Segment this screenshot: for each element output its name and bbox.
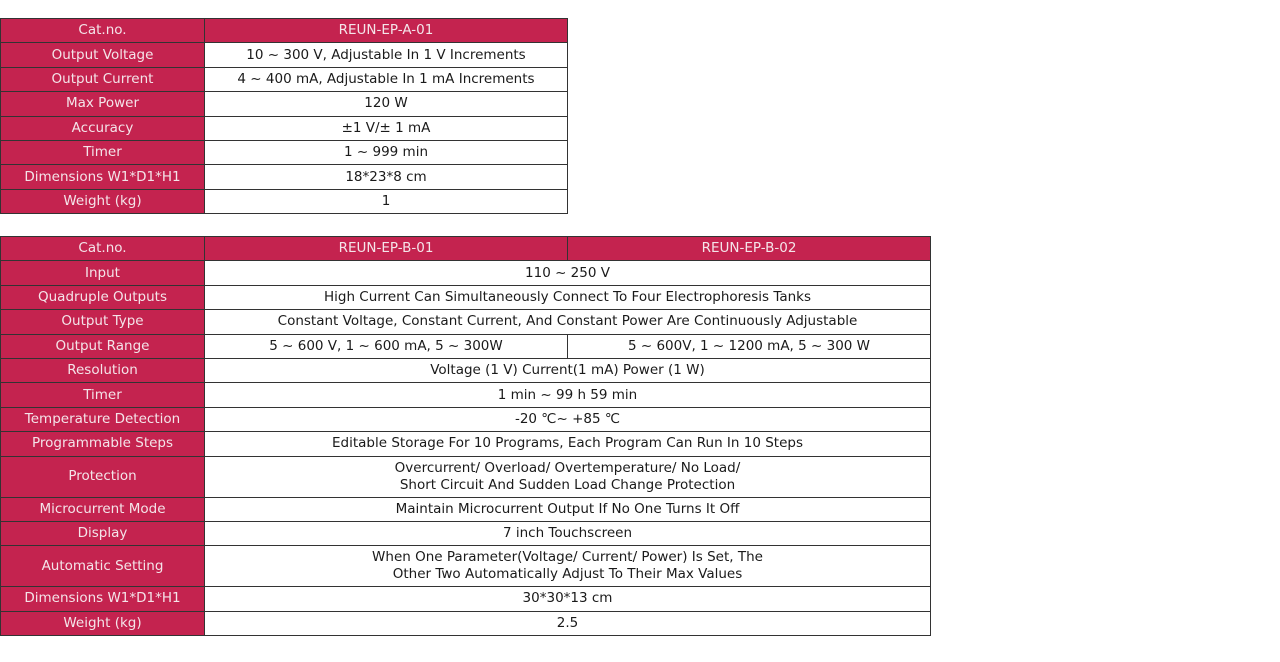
row-value: High Current Can Simultaneously Connect To Four Electrophoresis Tanks (205, 285, 931, 309)
row-label: Dimensions W1*D1*H1 (1, 165, 205, 189)
row-value: -20 ℃~ +85 ℃ (205, 407, 931, 431)
table-row (1, 383, 931, 407)
row-value: 30*30*13 cm (205, 587, 931, 611)
row-value: 120 W (205, 92, 568, 116)
row-label: Accuracy (1, 116, 205, 140)
row-label: Timer (1, 383, 205, 407)
table-row (1, 432, 931, 456)
row-value (205, 546, 931, 587)
row-value: 1 min ~ 99 h 59 min (205, 383, 931, 407)
row-value: 7 inch Touchscreen (205, 521, 931, 545)
table-row (1, 116, 568, 140)
row-label: Programmable Steps (1, 432, 205, 456)
row-label: Input (1, 261, 205, 285)
row-value: 110 ~ 250 V (205, 261, 931, 285)
table-row (1, 43, 568, 67)
row-label: Display (1, 521, 205, 545)
row-value (205, 456, 931, 497)
table-row (1, 165, 568, 189)
row-label: Output Voltage (1, 43, 205, 67)
table-header-row (1, 237, 931, 261)
table-row (1, 261, 931, 285)
row-value: 4 ~ 400 mA, Adjustable In 1 mA Increments (205, 67, 568, 91)
row-value: Editable Storage For 10 Programs, Each Program Can Run In 10 Steps (205, 432, 931, 456)
table-row (1, 310, 931, 334)
row-label: Automatic Setting (1, 546, 205, 587)
row-label: Output Type (1, 310, 205, 334)
row-label: Output Current (1, 67, 205, 91)
cat-no-label: Cat.no. (1, 237, 205, 261)
row-value-line-2: Other Two Automatically Adjust To Their Max Values (392, 566, 743, 583)
row-label: Quadruple Outputs (1, 285, 205, 309)
table-row (1, 521, 931, 545)
row-value-line-2: Short Circuit And Sudden Load Change Protection (399, 476, 736, 493)
table-row (1, 407, 931, 431)
row-value: 1 (205, 189, 568, 213)
table-row (1, 358, 931, 382)
row-value: Constant Voltage, Constant Current, And Constant Power Are Continuously Adjustable (205, 310, 931, 334)
cat-no-label: Cat.no. (1, 19, 205, 43)
row-value: Maintain Microcurrent Output If No One Turns It Off (205, 497, 931, 521)
spec-table-a (0, 18, 568, 214)
row-label: Weight (kg) (1, 611, 205, 635)
table-row (1, 140, 568, 164)
table-row (1, 587, 931, 611)
model-cell: REUN-EP-A-01 (205, 19, 568, 43)
table-row (1, 546, 931, 587)
row-label: Dimensions W1*D1*H1 (1, 587, 205, 611)
table-row (1, 285, 931, 309)
row-label: Microcurrent Mode (1, 497, 205, 521)
table-row (1, 334, 931, 358)
row-value: Voltage (1 V) Current(1 mA) Power (1 W) (205, 358, 931, 382)
spec-table-b (0, 236, 931, 636)
table-header-row (1, 19, 568, 43)
row-value-2: 5 ~ 600V, 1 ~ 1200 mA, 5 ~ 300 W (568, 334, 931, 358)
model-cell-1: REUN-EP-B-01 (205, 237, 568, 261)
row-value-line-1: Overcurrent/ Overload/ Overtemperature/ No Load/ (394, 459, 741, 476)
table-row (1, 497, 931, 521)
row-value: ±1 V/± 1 mA (205, 116, 568, 140)
row-label: Resolution (1, 358, 205, 382)
table-row (1, 456, 931, 497)
row-label: Protection (1, 456, 205, 497)
table-row (1, 92, 568, 116)
row-value-1: 5 ~ 600 V, 1 ~ 600 mA, 5 ~ 300W (205, 334, 568, 358)
row-label: Timer (1, 140, 205, 164)
row-label: Output Range (1, 334, 205, 358)
row-value-line-1: When One Parameter(Voltage/ Current/ Power) Is Set, The (372, 549, 763, 566)
row-label: Temperature Detection (1, 407, 205, 431)
table-row (1, 67, 568, 91)
row-value: 18*23*8 cm (205, 165, 568, 189)
row-value: 10 ~ 300 V, Adjustable In 1 V Increments (205, 43, 568, 67)
model-cell-2: REUN-EP-B-02 (568, 237, 931, 261)
row-label: Weight (kg) (1, 189, 205, 213)
row-value: 1 ~ 999 min (205, 140, 568, 164)
row-label: Max Power (1, 92, 205, 116)
table-row (1, 189, 568, 213)
row-value: 2.5 (205, 611, 931, 635)
table-row (1, 611, 931, 635)
